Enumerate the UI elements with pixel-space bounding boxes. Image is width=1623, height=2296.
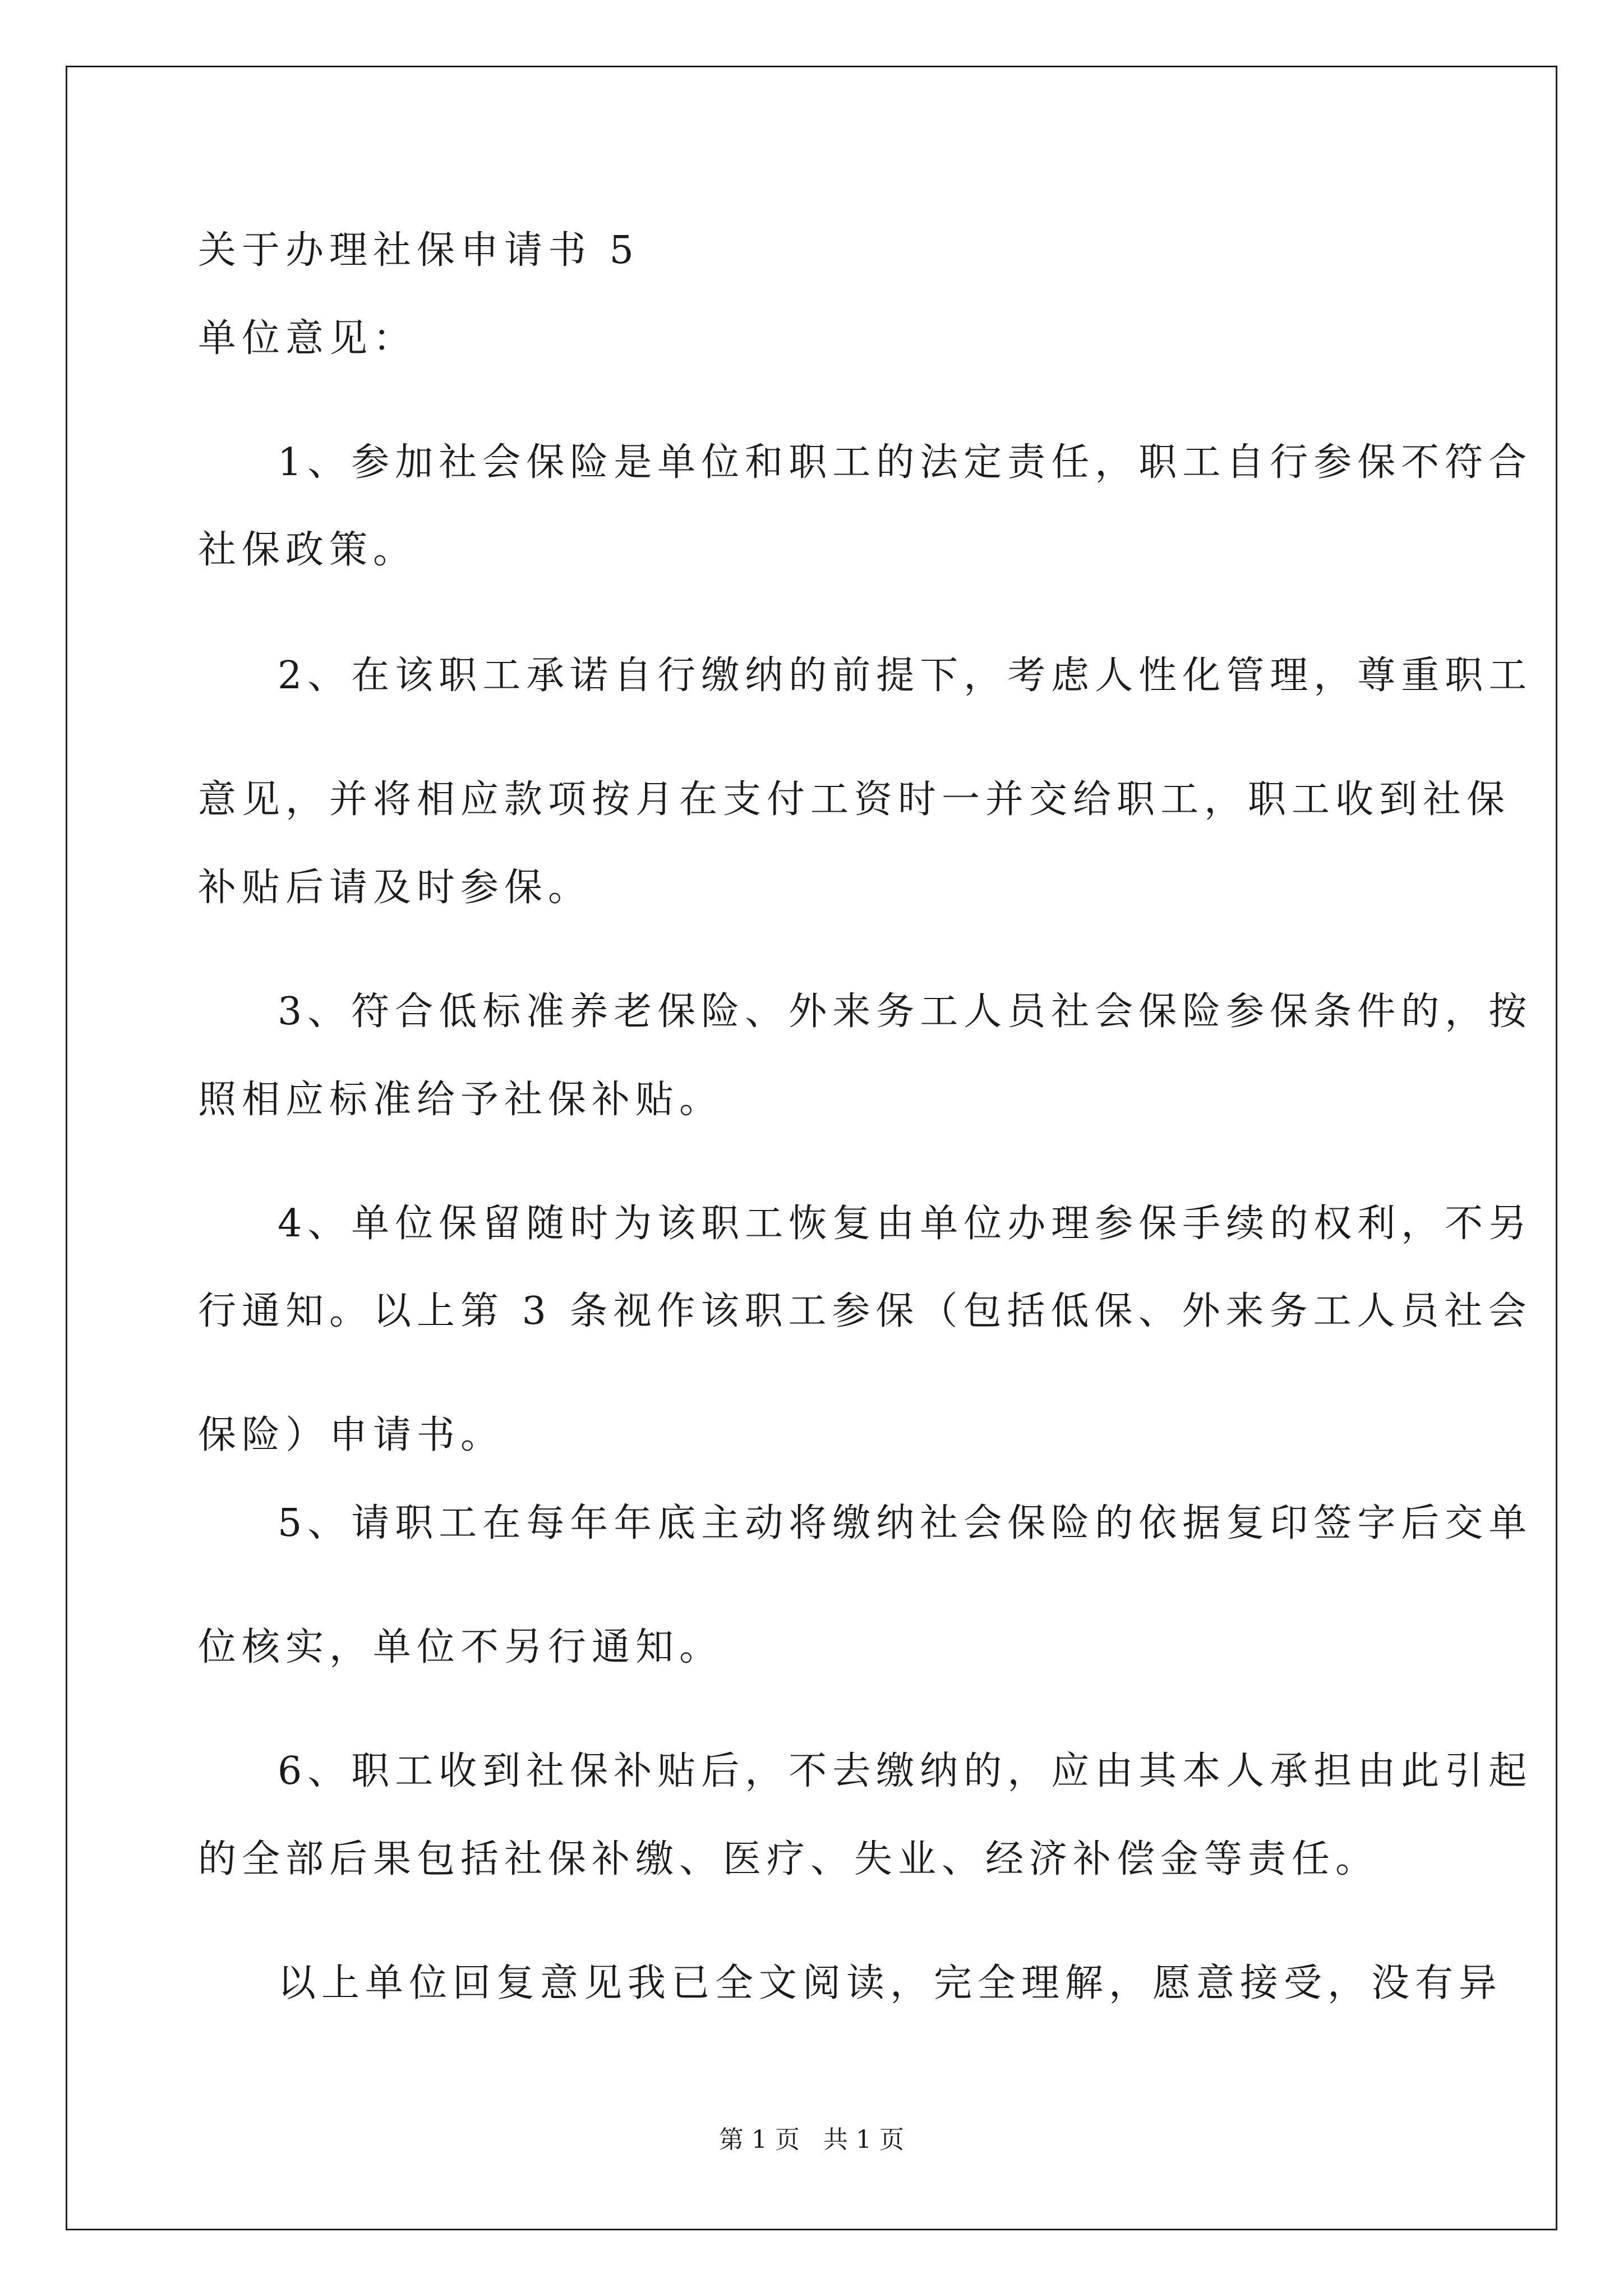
section-label: 单位意见： [198, 316, 417, 361]
paragraph-7-line-1: 以上单位回复意见我已全文阅读，完全理解，愿意接受，没有异 [278, 1961, 1503, 2005]
paragraph-4-line-2: 行通知。以上第 3 条视作该职工参保（包括低保、外来务工人员社会 [198, 1289, 1532, 1333]
paragraph-5-line-2: 位核实，单位不另行通知。 [198, 1625, 723, 1669]
paragraph-1-line-1: 1、参加社会保险是单位和职工的法定责任，职工自行参保不符合 [278, 440, 1533, 485]
page-border [66, 66, 1557, 2230]
paragraph-2-line-3: 补贴后请及时参保。 [198, 866, 592, 910]
paragraph-2-line-1: 2、在该职工承诺自行缴纳的前提下，考虑人性化管理，尊重职工 [278, 654, 1533, 698]
page-footer: 第 1 页 共 1 页 [719, 2125, 904, 2154]
paragraph-3-line-1: 3、符合低标准养老保险、外来务工人员社会保险参保条件的，按 [278, 990, 1533, 1034]
paragraph-2-line-2: 意见，并将相应款项按月在支付工资时一并交给职工，职工收到社保 [198, 777, 1511, 822]
paragraph-4-line-1: 4、单位保留随时为该职工恢复由单位办理参保手续的权利，不另 [278, 1202, 1533, 1246]
paragraph-4-line-3: 保险）申请书。 [198, 1413, 505, 1457]
paragraph-1-line-2: 社保政策。 [198, 528, 417, 572]
document-title: 关于办理社保申请书 5 [198, 228, 639, 273]
paragraph-6-line-1: 6、职工收到社保补贴后，不去缴纳的，应由其本人承担由此引起 [278, 1749, 1533, 1793]
paragraph-6-line-2: 的全部后果包括社保补缴、医疗、失业、经济补偿金等责任。 [198, 1837, 1380, 1881]
paragraph-3-line-2: 照相应标准给予社保补贴。 [198, 1078, 723, 1122]
paragraph-5-line-1: 5、请职工在每年年底主动将缴纳社会保险的依据复印签字后交单 [278, 1501, 1533, 1545]
